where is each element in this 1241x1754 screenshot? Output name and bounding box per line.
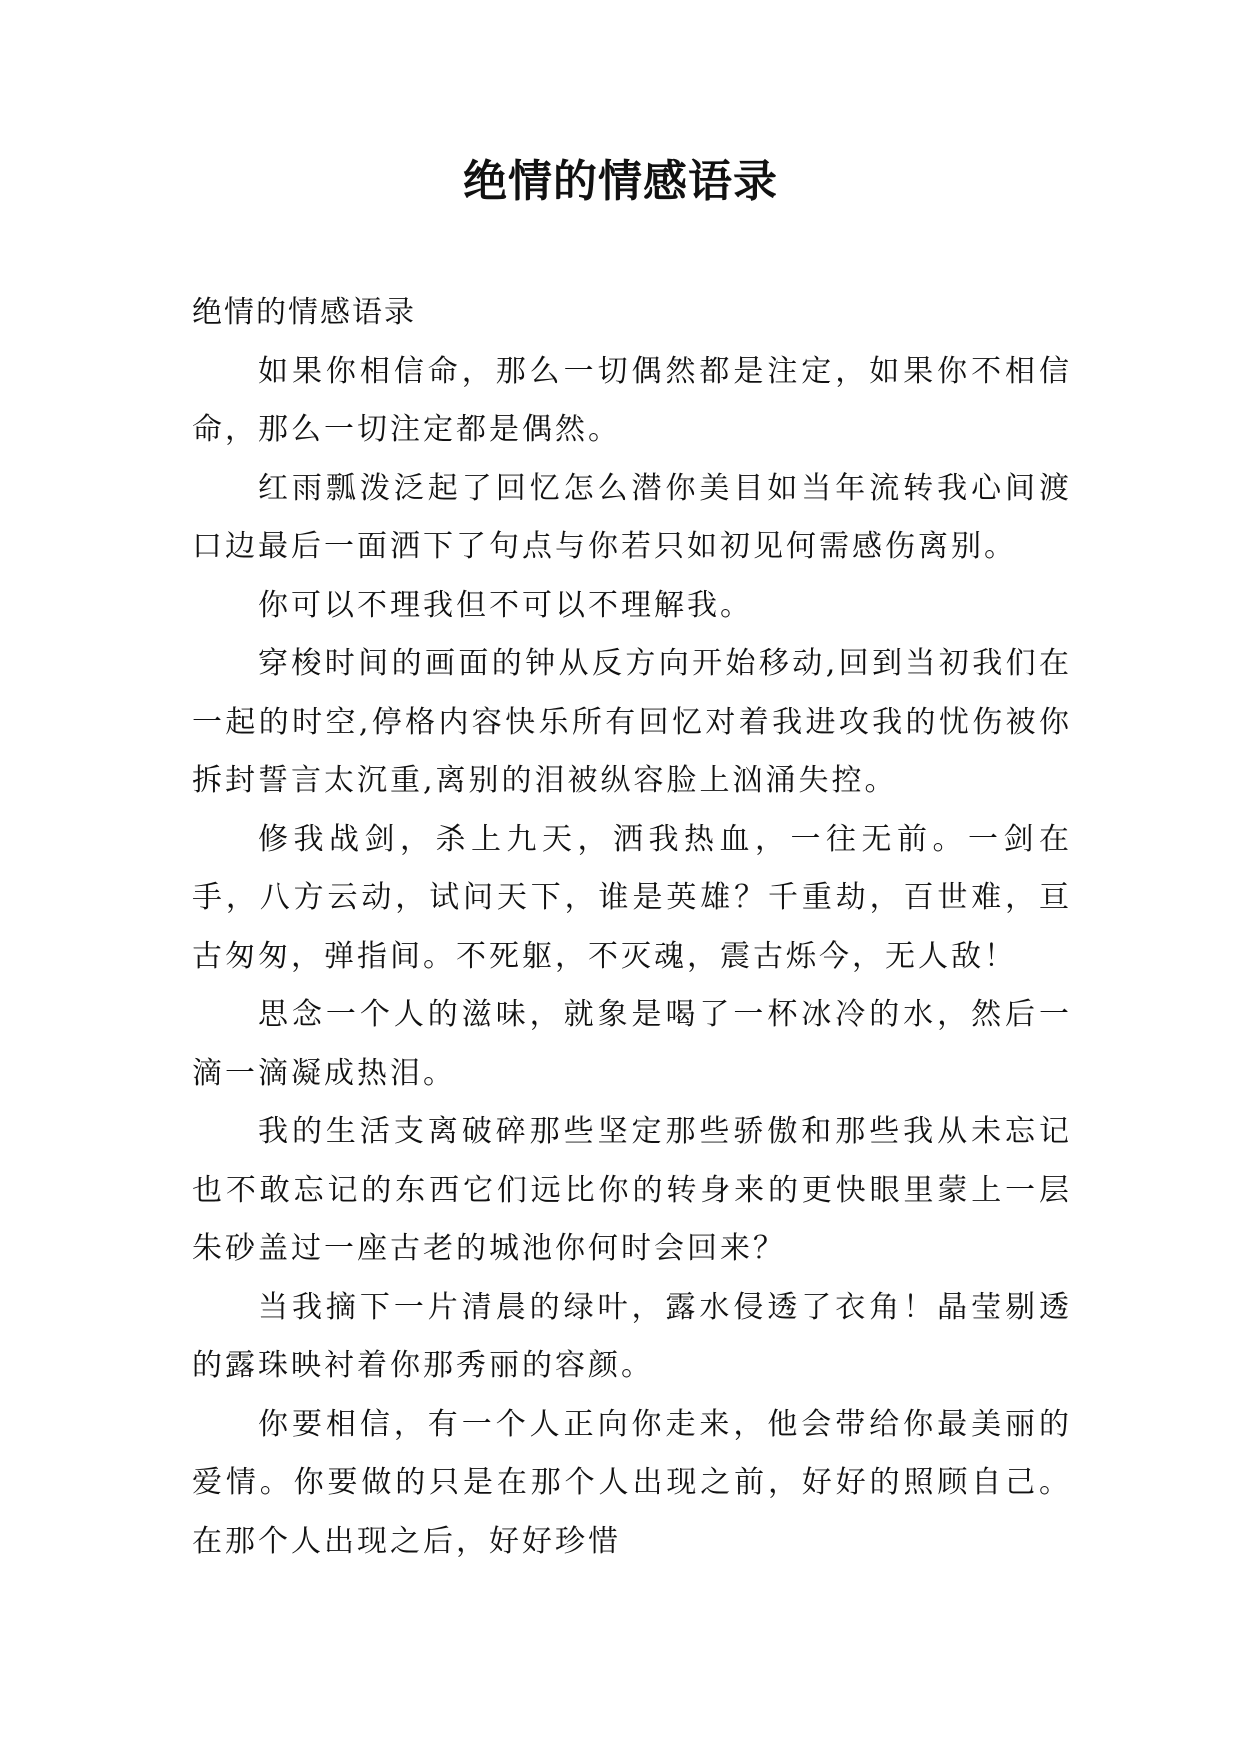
document-title: 绝情的情感语录 — [463, 156, 778, 207]
paragraph: 你要相信，有一个人正向你走来，他会带给你最美丽的爱情。你要做的只是在那个人出现之前，好好的照顾自己。在那个人出现之后，好好珍惜 — [192, 1406, 1072, 1559]
paragraph: 修我战剑，杀上九天，洒我热血，一往无前。一剑在手，八方云动，试问天下，谁是英雄？千重劫，百世难，亘古匆匆，弹指间。不死躯，不灭魂，震古烁今，无人敌！ — [192, 821, 1072, 974]
paragraph-heading: 绝情的情感语录 — [192, 295, 416, 330]
paragraph: 如果你相信命，那么一切偶然都是注定，如果你不相信命，那么一切注定都是偶然。 — [192, 353, 1072, 447]
document-body — [192, 284, 1072, 1571]
paragraph: 当我摘下一片清晨的绿叶，露水侵透了衣角！晶莹剔透的露珠映衬着你那秀丽的容颜。 — [192, 1289, 1072, 1383]
paragraph: 思念一个人的滋味，就象是喝了一杯冰冷的水，然后一滴一滴凝成热泪。 — [192, 997, 1072, 1091]
paragraph: 红雨瓢泼泛起了回忆怎么潜你美目如当年流转我心间渡口边最后一面洒下了句点与你若只如初见何需感伤离别。 — [192, 470, 1072, 564]
paragraph: 你可以不理我但不可以不理解我。 — [258, 587, 753, 623]
paragraph: 穿梭时间的画面的钟从反方向开始移动,回到当初我们在一起的时空,停格内容快乐所有回忆对着我进攻我的忧伤被你拆封誓言太沉重,离别的泪被纵容脸上汹涌失控。 — [192, 646, 1072, 798]
paragraph: 我的生活支离破碎那些坚定那些骄傲和那些我从未忘记也不敢忘记的东西它们远比你的转身来的更快眼里蒙上一层朱砂盖过一座古老的城池你何时会回来？ — [192, 1114, 1072, 1266]
